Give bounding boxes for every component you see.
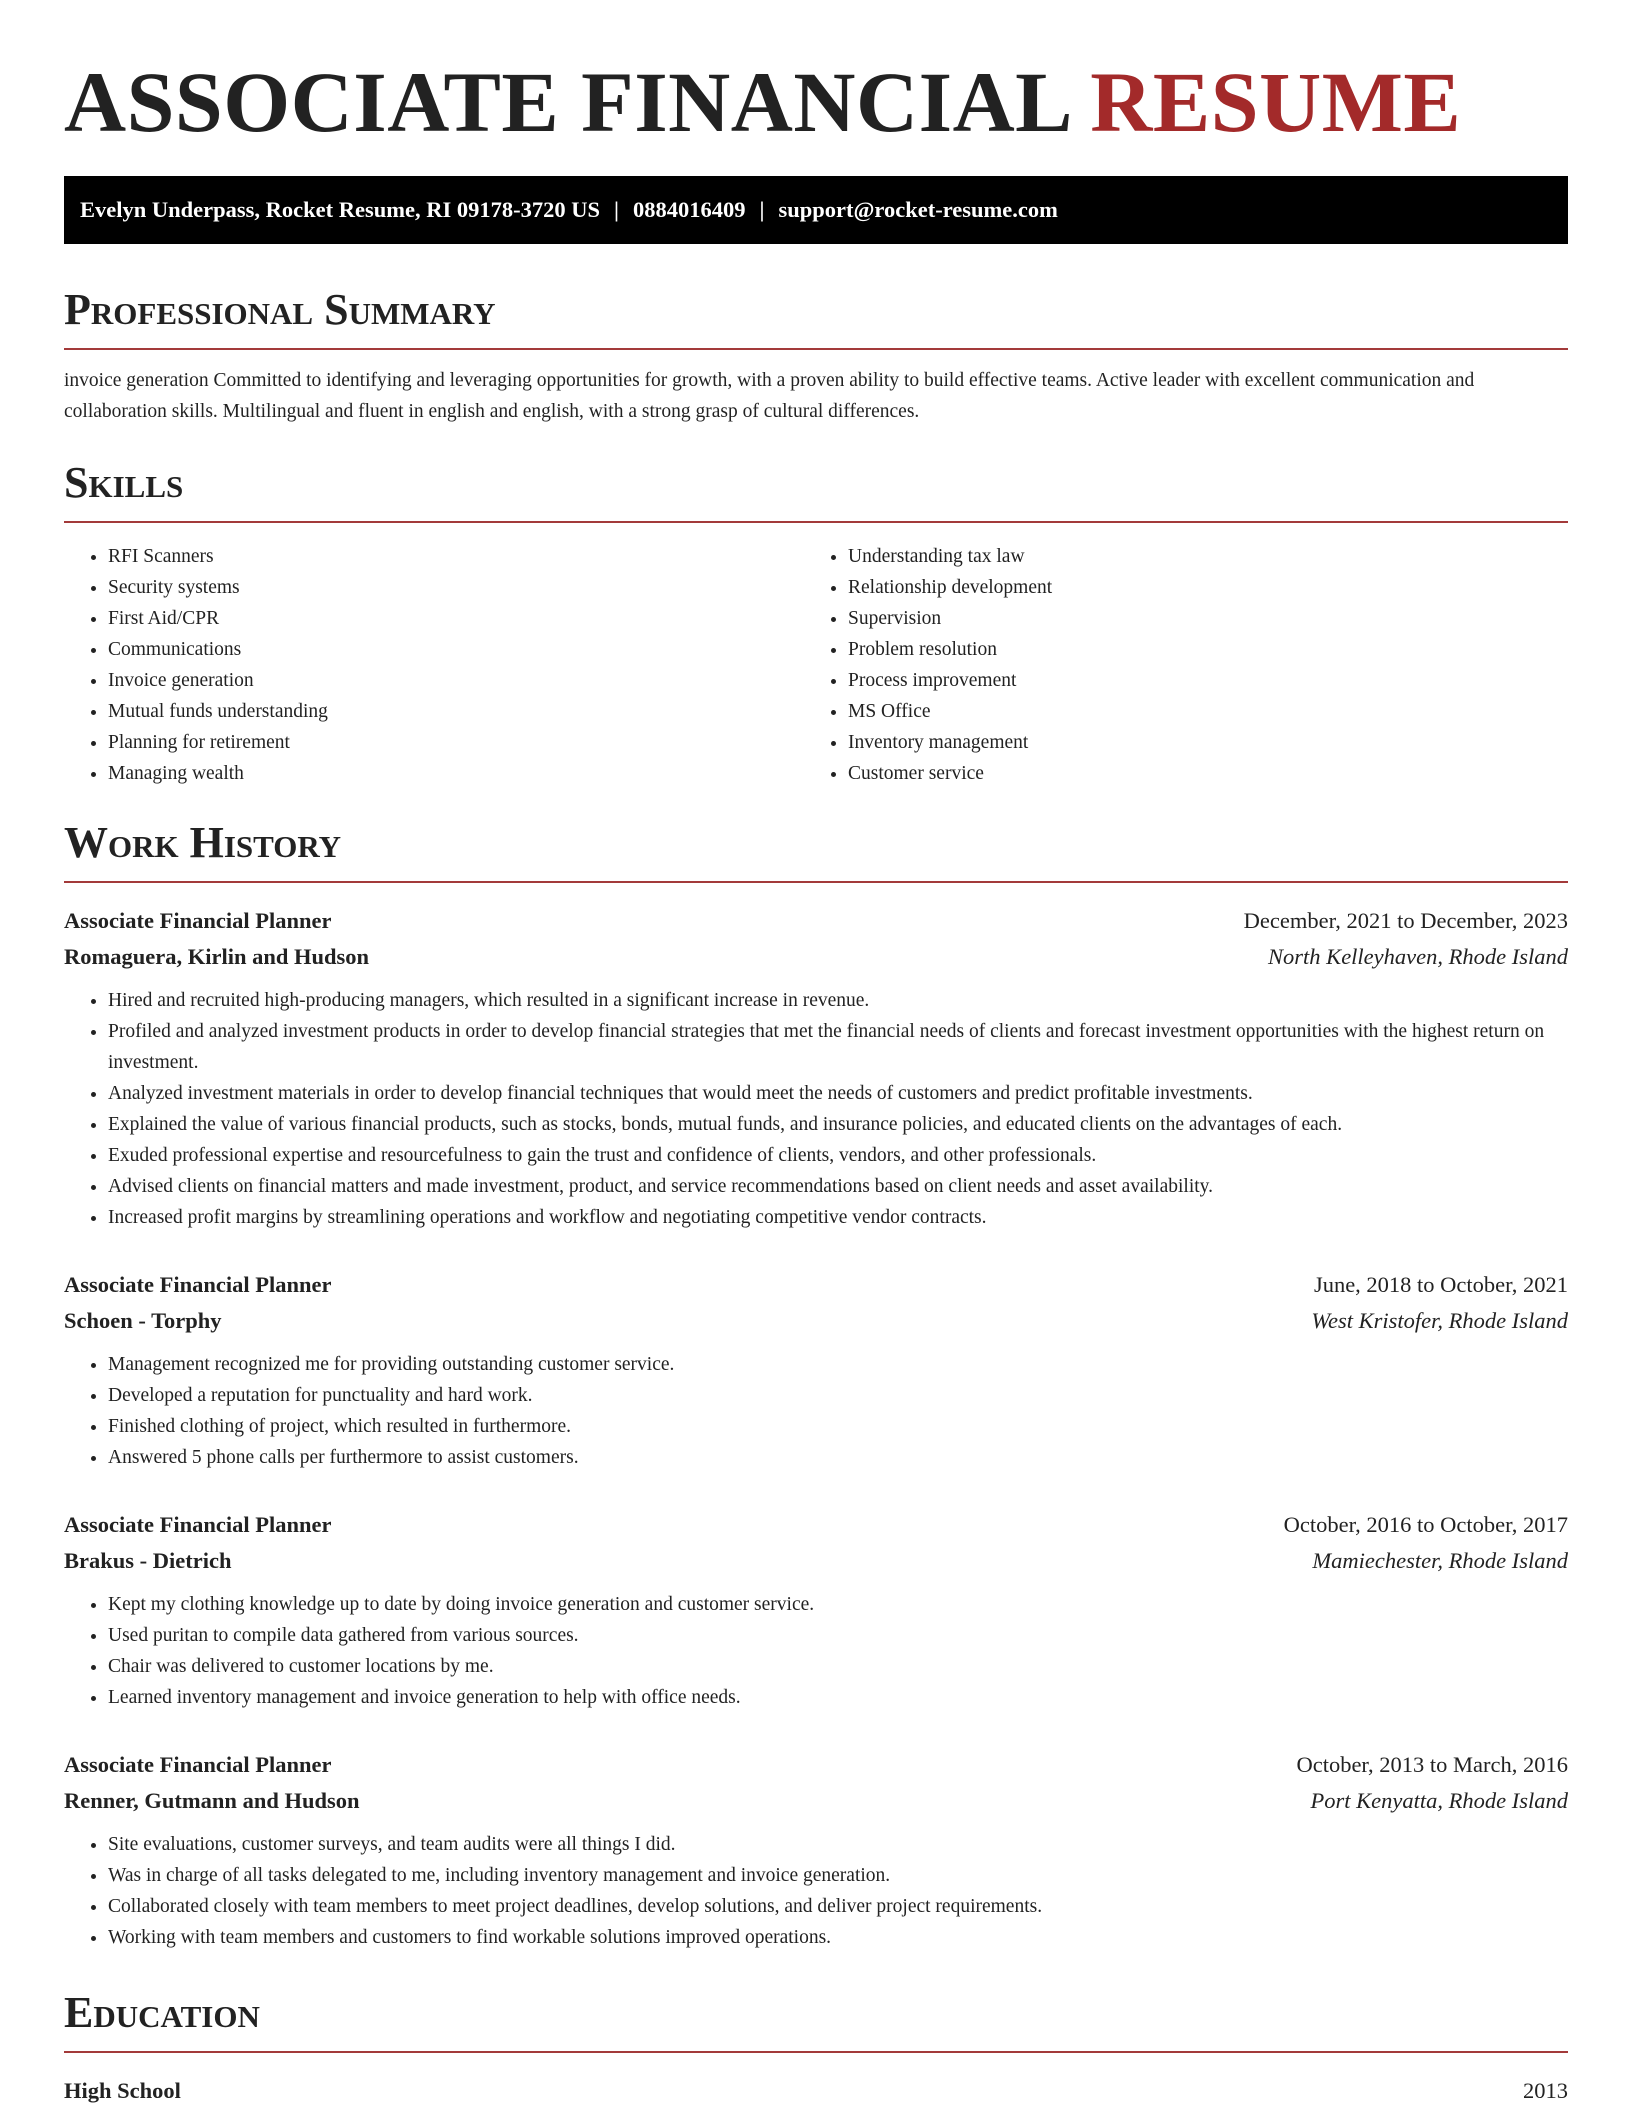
contact-phone: 0884016409 — [632, 197, 746, 222]
education-year: 2013 — [1523, 2078, 1568, 2103]
skill-item: • Planning for retirement — [108, 727, 804, 758]
job-company-row — [64, 1783, 1568, 1819]
job-bullets — [64, 1829, 1568, 1953]
job-bullet: • Learned inventory management and invoice generation to help with office needs. — [108, 1682, 1568, 1713]
work-history-heading: Work History — [64, 818, 342, 867]
skill-item: • Security systems — [108, 572, 804, 603]
job-bullet: • Was in charge of all tasks delegated to me, including inventory management and invoice generation. — [108, 1860, 1568, 1891]
job-bullet: • Kept my clothing knowledge up to date by doing invoice generation and customer service. — [108, 1589, 1568, 1620]
job-bullets — [64, 1589, 1568, 1713]
job-dates: October, 2016 to October, 2017 — [1283, 1512, 1568, 1537]
skill-item: • First Aid/CPR — [108, 603, 804, 634]
skill-item: • Problem resolution — [848, 634, 1544, 665]
job-company: Schoen - Torphy — [64, 1308, 222, 1333]
job-bullet: • Collaborated closely with team members to meet project deadlines, develop solutions, and deliver project requirements. — [108, 1891, 1568, 1922]
job-title: Associate Financial Planner — [64, 1752, 332, 1777]
job-bullets — [64, 985, 1568, 1233]
job-title: Associate Financial Planner — [64, 908, 332, 933]
job-header-row — [64, 1747, 1568, 1783]
contact-separator: | — [759, 197, 765, 222]
job-location: West Kristofer, Rhode Island — [1311, 1308, 1568, 1333]
job-bullet: • Developed a reputation for punctuality and hard work. — [108, 1380, 1568, 1411]
job-header-row — [64, 903, 1568, 939]
skills-list-left — [64, 541, 804, 789]
title-main: ASSOCIATE FINANCIAL — [64, 54, 1069, 150]
section-divider — [64, 2051, 1568, 2053]
job-bullet: • Management recognized me for providing outstanding customer service. — [108, 1349, 1568, 1380]
skill-item: • Invoice generation — [108, 665, 804, 696]
work-history-section — [64, 817, 1568, 1953]
job-bullet: • Explained the value of various financial products, such as stocks, bonds, mutual funds, and insurance policies, and educated clients on the advantages of each. — [108, 1109, 1568, 1140]
contact-email: support@rocket-resume.com — [778, 197, 1058, 222]
education-heading: Education — [64, 1988, 260, 2037]
resume-title — [64, 52, 1568, 152]
job-header-row — [64, 1267, 1568, 1303]
job-bullet: • Chair was delivered to customer locations by me. — [108, 1651, 1568, 1682]
job-dates: October, 2013 to March, 2016 — [1296, 1752, 1568, 1777]
job-dates: June, 2018 to October, 2021 — [1313, 1272, 1568, 1297]
job-company-row — [64, 1543, 1568, 1579]
job-company: Brakus - Dietrich — [64, 1548, 232, 1573]
skill-item: • Mutual funds understanding — [108, 696, 804, 727]
job-bullet: • Analyzed investment materials in order to develop financial techniques that would meet the needs of customers and predict profitable investments. — [108, 1078, 1568, 1109]
job-bullet: • Advised clients on financial matters and made investment, product, and service recommendations based on client needs and asset availability. — [108, 1171, 1568, 1202]
job-title: Associate Financial Planner — [64, 1272, 332, 1297]
job-entry — [64, 1747, 1568, 1953]
skill-item: • RFI Scanners — [108, 541, 804, 572]
job-bullet: • Finished clothing of project, which resulted in furthermore. — [108, 1411, 1568, 1442]
education-degree: High School — [64, 2078, 181, 2103]
job-header-row — [64, 1507, 1568, 1543]
job-location: Mamiechester, Rhode Island — [1312, 1548, 1568, 1573]
job-location: North Kelleyhaven, Rhode Island — [1268, 944, 1568, 969]
skill-item: • Managing wealth — [108, 758, 804, 789]
job-bullet: • Exuded professional expertise and resourcefulness to gain the trust and confidence of clients, vendors, and other professionals. — [108, 1140, 1568, 1171]
job-company: Romaguera, Kirlin and Hudson — [64, 944, 370, 969]
education-entry — [64, 2073, 1568, 2109]
job-company-row — [64, 939, 1568, 975]
contact-bar — [64, 176, 1568, 244]
education-section — [64, 1987, 1568, 2109]
job-bullets — [64, 1349, 1568, 1473]
skill-item: • Supervision — [848, 603, 1544, 634]
section-divider — [64, 521, 1568, 523]
job-title: Associate Financial Planner — [64, 1512, 332, 1537]
job-entry — [64, 903, 1568, 1233]
job-bullet: • Hired and recruited high-producing managers, which resulted in a significant increase in revenue. — [108, 985, 1568, 1016]
job-entry — [64, 1267, 1568, 1473]
job-bullet: • Site evaluations, customer surveys, and team audits were all things I did. — [108, 1829, 1568, 1860]
skill-item: • Inventory management — [848, 727, 1544, 758]
contact-separator: | — [614, 197, 619, 222]
job-bullet: • Answered 5 phone calls per furthermore to assist customers. — [108, 1442, 1568, 1473]
summary-section — [64, 284, 1568, 427]
summary-heading: Professional Summary — [64, 285, 496, 334]
job-company-row — [64, 1303, 1568, 1339]
job-dates: December, 2021 to December, 2023 — [1243, 908, 1568, 933]
summary-text: invoice generation Committed to identifying and leveraging opportunities for growth, with a proven ability to build effective teams. Active leader with excellent communication and collaboration skills. Multilingual and fluent in english and english, with a strong grasp of cultural differences. — [64, 370, 1475, 422]
section-divider — [64, 881, 1568, 883]
title-accent: RESUME — [1090, 54, 1462, 150]
job-bullet: • Increased profit margins by streamlining operations and workflow and negotiating competitive vendor contracts. — [108, 1202, 1568, 1233]
skill-item: • Process improvement — [848, 665, 1544, 696]
skills-heading: Skills — [64, 458, 184, 507]
skill-item: • Understanding tax law — [848, 541, 1544, 572]
skills-section — [64, 457, 1568, 789]
job-bullet: • Used puritan to compile data gathered from various sources. — [108, 1620, 1568, 1651]
contact-address: Evelyn Underpass, Rocket Resume, RI 09178-3720 US — [80, 197, 601, 222]
job-company: Renner, Gutmann and Hudson — [64, 1788, 360, 1813]
section-divider — [64, 348, 1568, 350]
job-entry — [64, 1507, 1568, 1713]
skills-list-right — [804, 541, 1544, 789]
job-bullet: • Profiled and analyzed investment products in order to develop financial strategies that met the financial needs of clients and forecast investment opportunities with the highest return on investment. — [108, 1016, 1568, 1078]
skills-grid — [64, 541, 1568, 789]
job-bullet: • Working with team members and customers to find workable solutions improved operations. — [108, 1922, 1568, 1953]
skill-item: • Customer service — [848, 758, 1544, 789]
skill-item: • Communications — [108, 634, 804, 665]
job-location: Port Kenyatta, Rhode Island — [1310, 1788, 1568, 1813]
skill-item: • MS Office — [848, 696, 1544, 727]
skill-item: • Relationship development — [848, 572, 1544, 603]
